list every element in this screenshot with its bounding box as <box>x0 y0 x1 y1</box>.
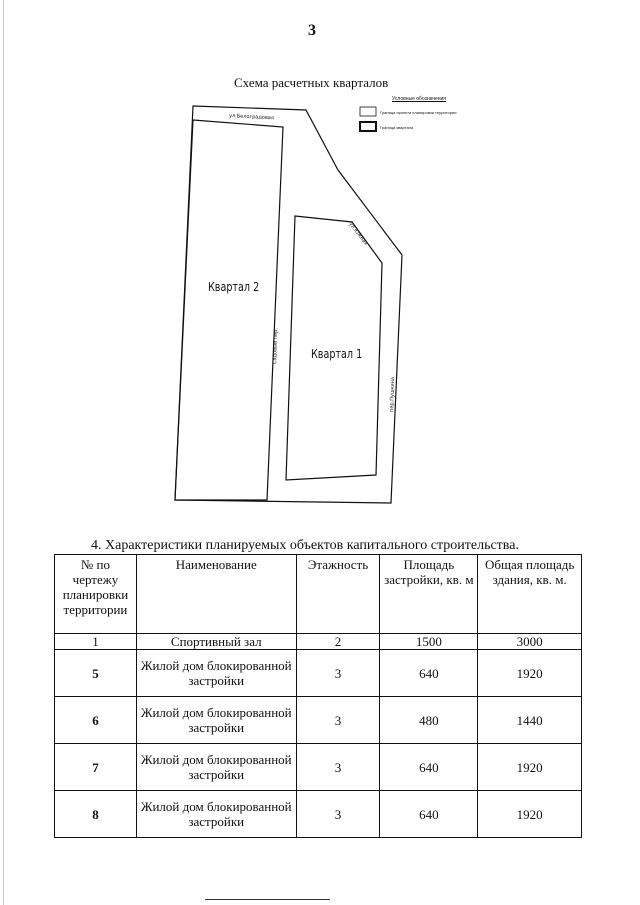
legend-swatch-project <box>360 107 376 116</box>
cell-floors: 2 <box>296 634 380 650</box>
cell-number: 7 <box>55 744 137 791</box>
cell-number: 6 <box>55 697 137 744</box>
legend-item-block: Граница квартала <box>380 125 414 130</box>
table-header-row <box>55 555 582 634</box>
block-2-outline <box>175 120 283 500</box>
cell-floors: 3 <box>296 697 380 744</box>
cell-number: 1 <box>55 634 137 650</box>
cell-total-area: 1920 <box>478 650 582 697</box>
street-right-label: пер.Пушкина <box>389 376 397 413</box>
scheme-title: Схема расчетных кварталов <box>234 75 389 90</box>
cell-total-area: 3000 <box>478 634 582 650</box>
cell-name: Жилой дом блокированной застройки <box>136 791 296 838</box>
cell-name: Жилой дом блокированной застройки <box>136 697 296 744</box>
table-row <box>55 634 582 650</box>
header-footprint: Площадь застройки, кв. м <box>380 555 478 634</box>
legend-swatch-block <box>360 122 376 131</box>
cell-floors: 3 <box>296 650 380 697</box>
cell-number: 8 <box>55 791 137 838</box>
cell-floors: 3 <box>296 791 380 838</box>
page-number: 3 <box>308 22 316 39</box>
legend-title: Условные обозначения <box>392 96 447 102</box>
street-lane-label: Садовый пер. <box>272 327 280 365</box>
street-diag-label: ул.Южная <box>347 221 369 247</box>
table-row <box>55 650 582 697</box>
cell-floors: 3 <box>296 744 380 791</box>
cell-footprint: 640 <box>380 744 478 791</box>
header-number: № по чертежу планировки территории <box>55 555 137 634</box>
table-row <box>55 697 582 744</box>
cell-footprint: 1500 <box>380 634 478 650</box>
street-top-label: ул.Белоградовая <box>228 113 275 122</box>
cell-name: Жилой дом блокированной застройки <box>136 744 296 791</box>
cell-total-area: 1920 <box>478 744 582 791</box>
table-row <box>55 744 582 791</box>
header-floors: Этажность <box>296 555 380 634</box>
block-2-label: Квартал 2 <box>208 279 260 295</box>
cell-footprint: 640 <box>380 650 478 697</box>
footer-rule <box>205 899 330 900</box>
table-row <box>55 791 582 838</box>
cell-footprint: 640 <box>380 791 478 838</box>
cell-total-area: 1440 <box>478 697 582 744</box>
cell-footprint: 480 <box>380 697 478 744</box>
characteristics-table <box>54 554 582 838</box>
project-boundary <box>175 106 402 503</box>
cell-name: Жилой дом блокированной застройки <box>136 650 296 697</box>
section-heading: 4. Характеристики планируемых объектов капитального строительства. <box>91 538 519 553</box>
cell-name: Спортивный зал <box>136 634 296 650</box>
cell-number: 5 <box>55 650 137 697</box>
block-1-label: Квартал 1 <box>311 346 363 362</box>
legend-item-project: Граница проекта планировки территории <box>380 110 457 115</box>
header-total-area: Общая площадь здания, кв. м. <box>478 555 582 634</box>
cell-total-area: 1920 <box>478 791 582 838</box>
header-name: Наименование <box>136 555 296 634</box>
